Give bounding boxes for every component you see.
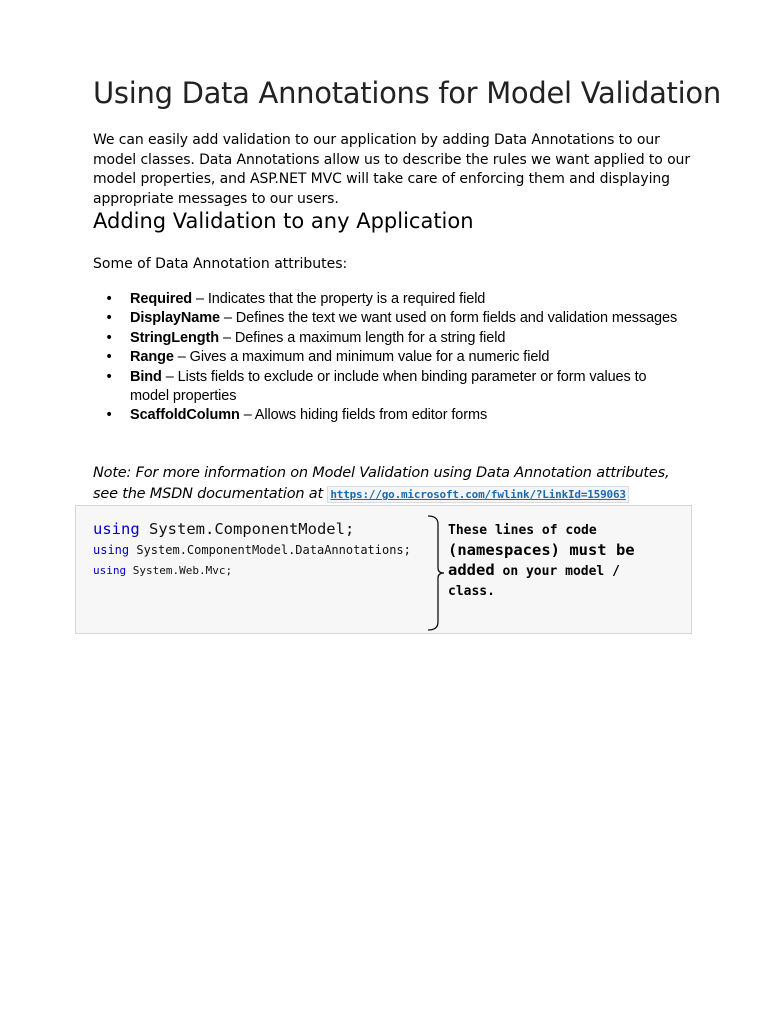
annotation-line: These lines of code	[448, 523, 597, 538]
attribute-name: Range	[130, 349, 174, 366]
code-block	[75, 505, 692, 634]
attribute-description: – Defines a maximum length for a string field	[219, 329, 506, 346]
code-line	[93, 564, 232, 577]
attribute-name: StringLength	[130, 329, 220, 346]
note-text: Note: For more information on Model Validation using Data Annotation attributes, see the MSDN documentation at	[93, 465, 670, 502]
attribute-name: Required	[130, 291, 193, 307]
annotation-text: on your model /	[494, 564, 620, 579]
list-item	[105, 309, 685, 328]
code-keyword: using	[93, 543, 130, 557]
attribute-description: – Lists fields to exclude or include when binding parameter or form values to model properties	[130, 368, 647, 405]
attribute-description: – Defines the text we want used on form fields and validation messages	[219, 310, 678, 327]
bullet-icon: •	[105, 291, 114, 307]
annotation-emphasis: added	[448, 561, 495, 579]
right-brace-icon	[426, 514, 446, 632]
bullet-icon: •	[105, 368, 114, 385]
code-keyword: using	[93, 520, 140, 538]
code-keyword: using	[93, 564, 127, 577]
bullet-icon: •	[105, 310, 114, 327]
list-item	[105, 329, 685, 348]
bullet-icon: •	[105, 329, 114, 346]
annotation-emphasis: must be	[559, 540, 635, 559]
bullet-icon: •	[105, 349, 114, 366]
bullet-icon: •	[105, 407, 114, 424]
code-namespace: System.ComponentModel.DataAnnotations;	[129, 543, 411, 557]
code-namespace: System.ComponentModel;	[139, 520, 355, 538]
list-item	[105, 368, 685, 407]
code-line	[93, 543, 411, 557]
intro-paragraph: We can easily add validation to our application by adding Data Annotations to our model classes. Data Annotations allow us to describe the rules we want applied to our model properties, and ASP.NET MVC will take care of enforcing them and displaying appropriate messages to our users.	[93, 132, 690, 207]
msdn-link[interactable]: https://go.microsoft.com/fwlink/?LinkId=159063	[327, 486, 628, 503]
list-item	[105, 290, 685, 309]
attribute-name: ScaffoldColumn	[130, 407, 240, 424]
annotation-line	[448, 561, 663, 582]
attribute-description: – Indicates that the property is a required field	[192, 291, 486, 307]
note-paragraph	[93, 463, 693, 505]
list-item	[105, 406, 685, 425]
attribute-description: – Gives a maximum and minimum value for a numeric field	[173, 349, 550, 366]
attribute-list	[105, 290, 685, 426]
section-heading: Adding Validation to any Application	[93, 209, 474, 233]
code-annotation	[448, 521, 663, 601]
annotation-line: class.	[448, 583, 495, 599]
code-namespace: System.Web.Mvc;	[126, 564, 233, 577]
code-line	[93, 520, 354, 538]
page-title: Using Data Annotations for Model Validation	[93, 76, 721, 110]
attribute-name: Bind	[130, 368, 162, 385]
attribute-description: – Allows hiding fields from editor forms	[239, 407, 488, 424]
annotation-emphasis: (namespaces)	[448, 540, 560, 559]
annotation-line	[448, 541, 663, 562]
list-item	[105, 348, 685, 367]
attributes-lead: Some of Data Annotation attributes:	[93, 256, 348, 272]
attribute-name: DisplayName	[130, 310, 220, 327]
